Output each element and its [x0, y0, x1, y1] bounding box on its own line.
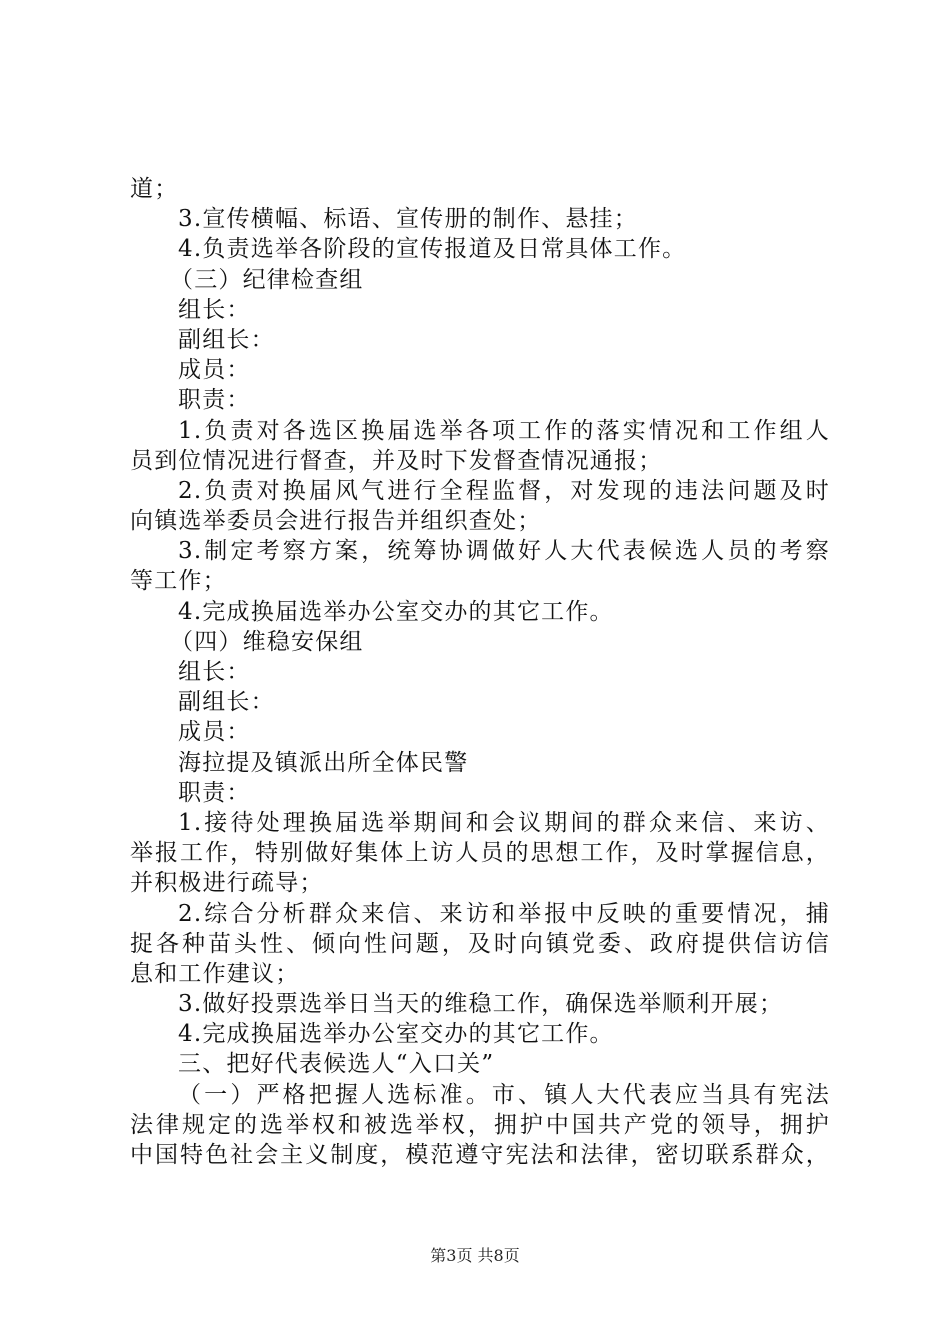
list-item: 3.宣传横幅、标语、宣传册的制作、悬挂； [178, 206, 638, 233]
text-line: 捉各种苗头性、倾向性问题，及时向镇党委、政府提供信访信 [130, 930, 830, 957]
list-item: 4.完成换届选举办公室交办的其它工作。 [178, 1021, 614, 1048]
field-label: 副组长： [178, 689, 275, 716]
section-heading: （三）纪律检查组 [170, 266, 364, 293]
field-label: 职责： [178, 387, 251, 414]
list-item: 4.完成换届选举办公室交办的其它工作。 [178, 598, 614, 625]
list-item: 2.负责对换届风气进行全程监督，对发现的违法问题及时 [178, 477, 830, 504]
text-line: 息和工作建议； [130, 960, 300, 987]
text-line: 并积极进行疏导； [130, 870, 324, 897]
list-item: 1.负责对各选区换届选举各项工作的落实情况和工作组人 [178, 417, 830, 444]
field-label: 成员： [178, 357, 251, 384]
section-heading: 三、把好代表候选人“入口关” [178, 1051, 495, 1078]
list-item: 3.制定考察方案，统筹协调做好人大代表候选人员的考察 [178, 538, 830, 565]
page-footer [0, 1243, 950, 1266]
text-line: 向镇选举委员会进行报告并组织查处； [130, 508, 542, 535]
document-body [130, 174, 830, 1170]
text-line: 中国特色社会主义制度，模范遵守宪法和法律，密切联系群众， [130, 1142, 830, 1168]
field-label: 职责： [178, 779, 251, 806]
text-line: 等工作； [130, 568, 227, 595]
text-line: 员到位情况进行督查，并及时下发督查情况通报； [130, 447, 663, 474]
field-label: 组长： [178, 659, 251, 685]
field-label: 组长： [178, 296, 251, 323]
field-label: 副组长： [178, 326, 275, 353]
text-line: 举报工作，特别做好集体上访人员的思想工作，及时掌握信息， [130, 840, 830, 867]
list-item: 3.做好投票选举日当天的维稳工作，确保选举顺利开展； [178, 991, 784, 1018]
field-label: 成员： [178, 719, 251, 746]
section-heading: （四）维稳安保组 [170, 628, 364, 655]
list-item: 1.接待处理换届选举期间和会议期间的群众来信、来访、 [178, 809, 830, 836]
paragraph-line: （一）严格把握人选标准。市、镇人大代表应当具有宪法 [178, 1081, 830, 1108]
text-line: 道； [130, 176, 179, 202]
list-item: 2.综合分析群众来信、来访和举报中反映的重要情况，捕 [178, 900, 830, 927]
field-value: 海拉提及镇派出所全体民警 [178, 749, 469, 776]
list-item: 4.负责选举各阶段的宣传报道及日常具体工作。 [178, 236, 687, 263]
text-line: 法律规定的选举权和被选举权，拥护中国共产党的领导，拥护 [130, 1111, 830, 1138]
page-number: 第3页 共8页 [430, 1246, 520, 1265]
